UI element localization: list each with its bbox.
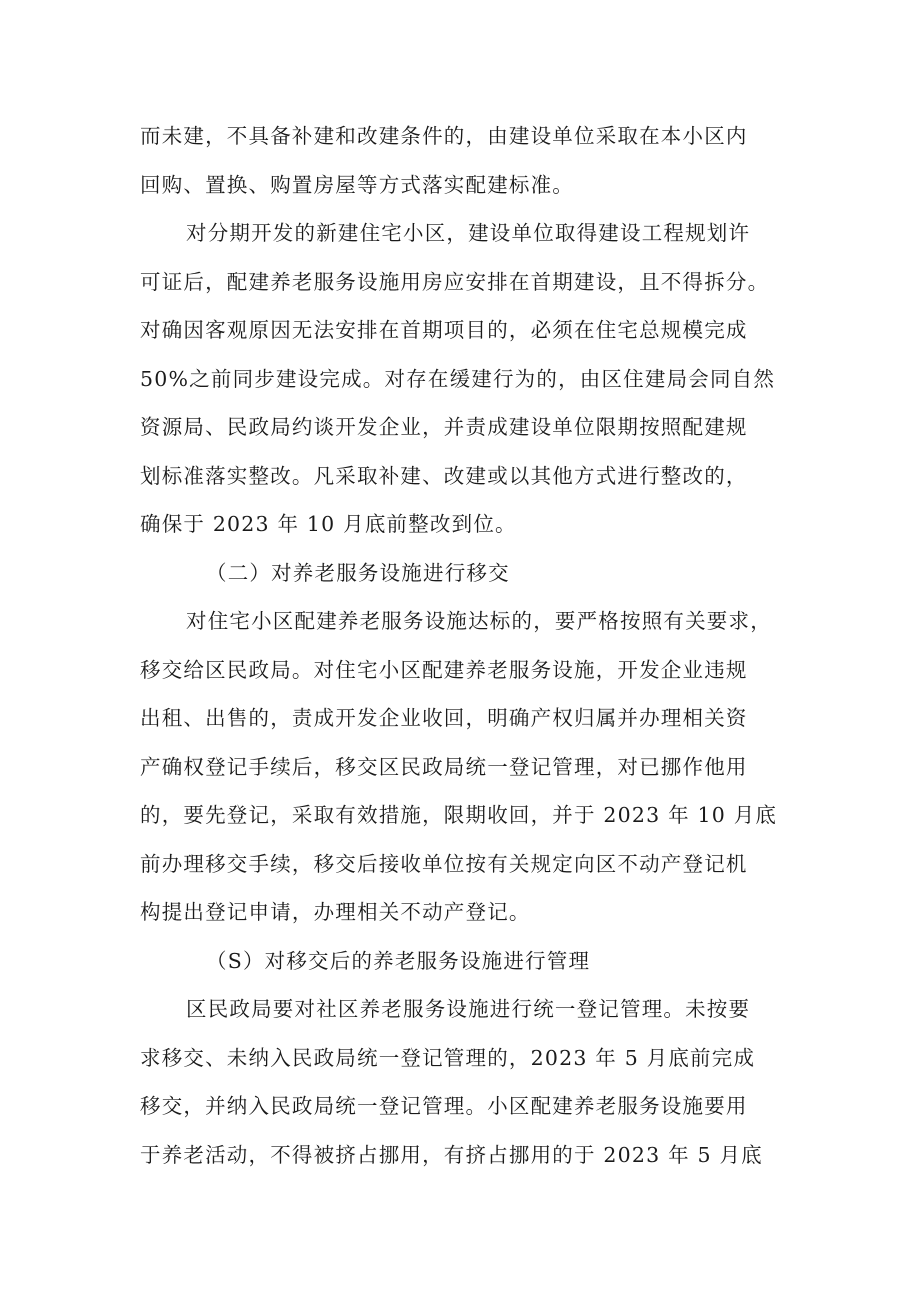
paragraph-line: 的，要先登记，采取有效措施，限期收回，并于 2023 年 10 月底 [140, 803, 778, 827]
paragraph-line: 50%之前同步建设完成。对存在缓建行为的，由区住建局会同自然 [140, 366, 776, 391]
paragraph-line: 移交给区民政局。对住宅小区配建养老服务设施，开发企业违规 [140, 657, 748, 682]
paragraph-line: 移交，并纳入民政局统一登记管理。小区配建养老服务设施要用 [140, 1094, 748, 1118]
paragraph-line: 资源局、民政局约谈开发企业，并责成建设单位限期按照配建规 [140, 415, 748, 439]
paragraph-line: 划标准落实整改。凡采取补建、改建或以其他方式进行整改的， [140, 463, 748, 488]
paragraph-line: 而未建，不具备补建和改建条件的，由建设单位采取在本小区内 [140, 124, 748, 148]
paragraph-line: 回购、置换、购置房屋等方式落实配建标准。 [140, 172, 574, 197]
paragraph-line: 区民政局要对社区养老服务设施进行统一登记管理。未按要 [186, 997, 751, 1021]
paragraph-line: 构提出登记申请，办理相关不动产登记。 [140, 900, 531, 924]
section-heading: （二）对养老服务设施进行移交 [206, 560, 510, 585]
paragraph-line: 对住宅小区配建养老服务设施达标的，要严格按照有关要求， [186, 609, 772, 633]
paragraph-line: 于养老活动，不得被挤占挪用，有挤占挪用的于 2023 年 5 月底 [140, 1142, 763, 1167]
paragraph-line: 确保于 2023 年 10 月底前整改到位。 [140, 512, 517, 536]
paragraph-line: 求移交、未纳入民政局统一登记管理的，2023 年 5 月底前完成 [140, 1045, 756, 1070]
document-page [140, 112, 800, 1179]
paragraph-line: 对确因客观原因无法安排在首期项目的，必须在住宅总规模完成 [140, 318, 748, 342]
paragraph-line: 前办理移交手续，移交后接收单位按有关规定向区不动产登记机 [140, 851, 748, 876]
paragraph-line: 出租、出售的，责成开发企业收回，明确产权归属并办理相关资 [140, 706, 748, 730]
paragraph-line: 产确权登记手续后，移交区民政局统一登记管理，对已挪作他用 [140, 754, 748, 779]
paragraph-line: 可证后，配建养老服务设施用房应安排在首期建设，且不得拆分。 [140, 269, 770, 294]
paragraph-line: 对分期开发的新建住宅小区，建设单位取得建设工程规划许 [186, 221, 751, 245]
section-heading: （S）对移交后的养老服务设施进行管理 [206, 948, 591, 973]
